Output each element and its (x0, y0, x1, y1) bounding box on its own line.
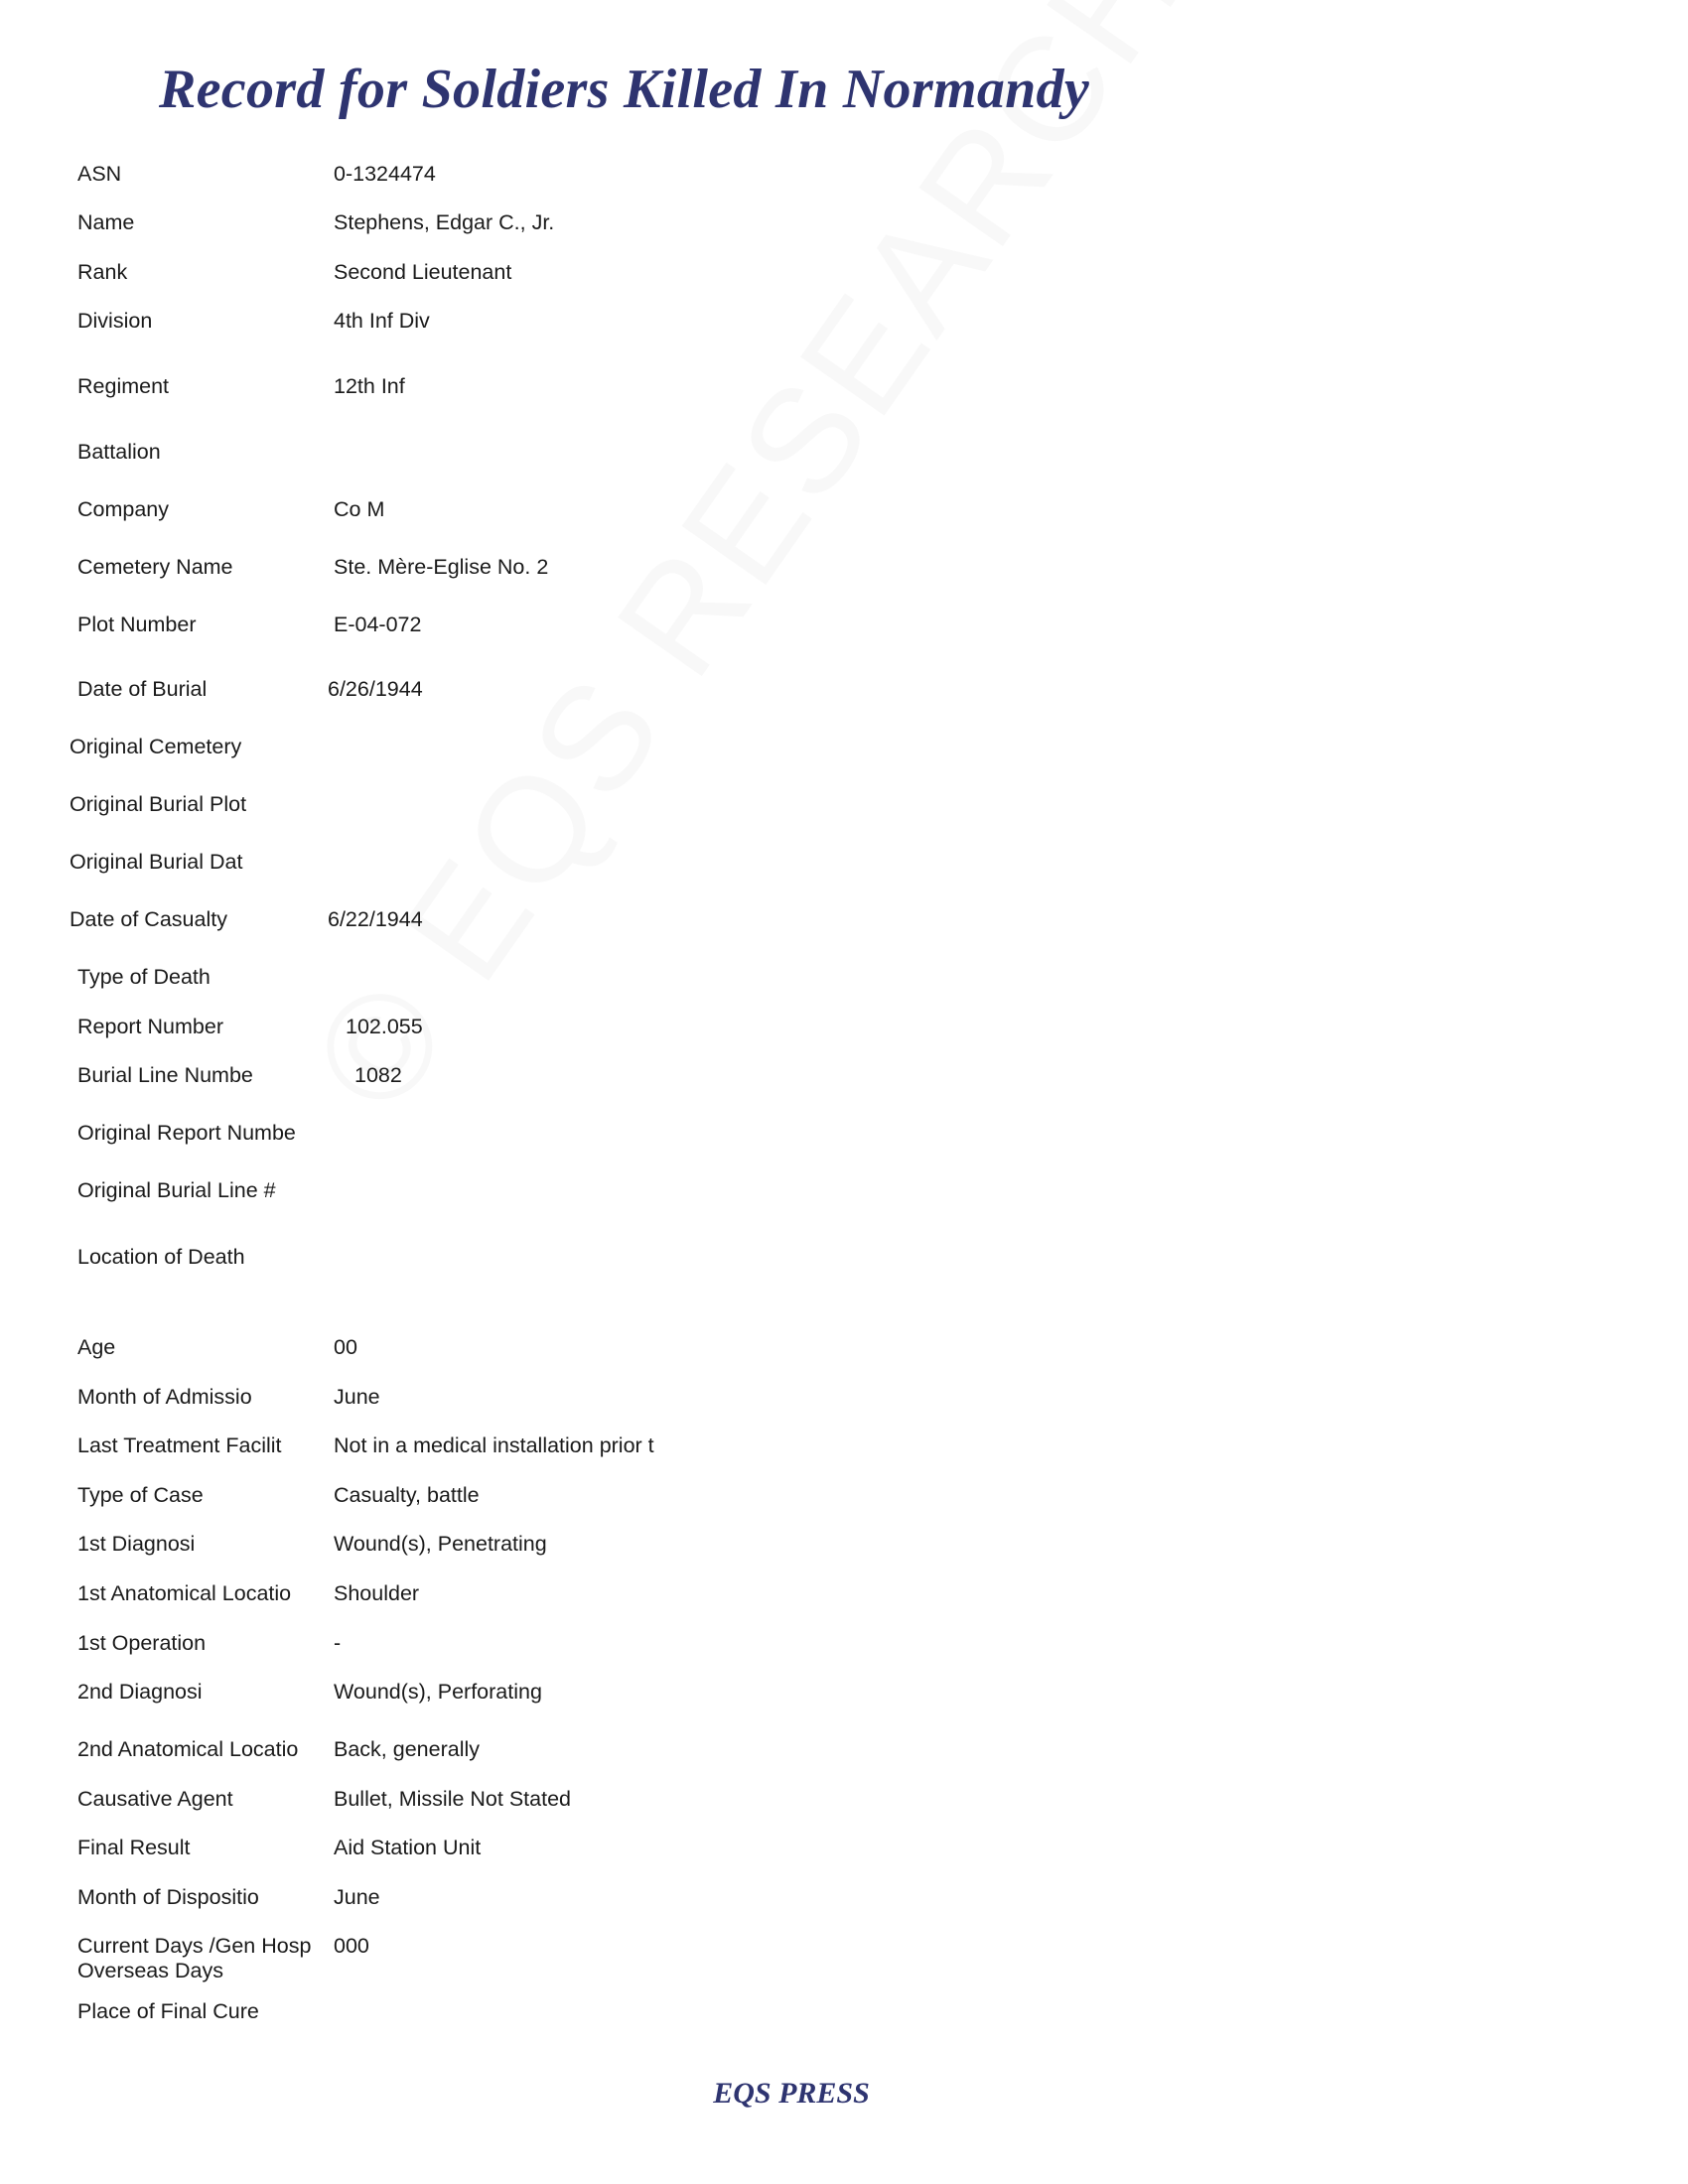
field-label: Month of Admissio (77, 1385, 252, 1409)
field-value: 1082 (354, 1063, 402, 1087)
field-label: Name (77, 210, 135, 234)
field-label: Type of Death (77, 965, 211, 989)
field-label: Current Days /Gen Hosp (77, 1934, 312, 1958)
field-label: Plot Number (77, 613, 197, 636)
field-label: Date of Casualty (70, 907, 227, 931)
field-value: Not in a medical installation prior t (334, 1433, 654, 1457)
field-value: 12th Inf (334, 374, 405, 398)
field-value: Co M (334, 497, 385, 521)
field-value: 102.055 (346, 1015, 423, 1038)
page-title: Record for Soldiers Killed In Normandy (159, 59, 1090, 120)
field-label: Battalion (77, 440, 161, 464)
field-label: 1st Operation (77, 1631, 207, 1655)
field-value: Bullet, Missile Not Stated (334, 1787, 571, 1811)
field-label: 2nd Anatomical Locatio (77, 1737, 299, 1761)
field-label: Rank (77, 260, 128, 284)
field-value: June (334, 1385, 380, 1409)
field-label: 1st Anatomical Locatio (77, 1581, 292, 1605)
field-value: Shoulder (334, 1581, 420, 1605)
field-value: - (334, 1631, 342, 1655)
field-label: Overseas Days (77, 1959, 223, 1982)
field-label: 1st Diagnosi (77, 1532, 196, 1556)
field-value: Second Lieutenant (334, 260, 512, 284)
field-label: Original Burial Line # (77, 1178, 276, 1202)
field-label: Burial Line Numbe (77, 1063, 253, 1087)
field-label: Regiment (77, 374, 170, 398)
field-value: Aid Station Unit (334, 1836, 482, 1859)
field-value: Stephens, Edgar C., Jr. (334, 210, 555, 234)
field-value: 000 (334, 1934, 369, 1958)
field-label: Division (77, 309, 153, 333)
field-value: 6/22/1944 (328, 907, 423, 931)
field-label: Type of Case (77, 1483, 204, 1507)
field-value: 0-1324474 (334, 162, 436, 186)
field-label: Original Report Numbe (77, 1121, 296, 1145)
field-label: Original Burial Dat (70, 850, 243, 874)
field-value: Casualty, battle (334, 1483, 480, 1507)
field-label: Report Number (77, 1015, 223, 1038)
field-label: Last Treatment Facilit (77, 1433, 282, 1457)
footer-publisher: EQS PRESS (713, 2077, 870, 2110)
field-label: Causative Agent (77, 1787, 233, 1811)
field-label: Original Cemetery (70, 735, 242, 758)
field-label: Final Result (77, 1836, 191, 1859)
field-label: Location of Death (77, 1245, 245, 1269)
field-value: 6/26/1944 (328, 677, 423, 701)
field-label: Date of Burial (77, 677, 208, 701)
field-label: Place of Final Cure (77, 1999, 259, 2023)
field-label: Cemetery Name (77, 555, 233, 579)
field-label: Month of Dispositio (77, 1885, 259, 1909)
field-value: E-04-072 (334, 613, 422, 636)
field-value: Back, generally (334, 1737, 480, 1761)
field-label: Company (77, 497, 170, 521)
field-label: Age (77, 1335, 116, 1359)
field-value: June (334, 1885, 380, 1909)
field-value: Wound(s), Penetrating (334, 1532, 547, 1556)
field-value: Wound(s), Perforating (334, 1680, 542, 1704)
field-value: Ste. Mère-Eglise No. 2 (334, 555, 549, 579)
field-value: 4th Inf Div (334, 309, 430, 333)
field-label: Original Burial Plot (70, 792, 247, 816)
field-label: 2nd Diagnosi (77, 1680, 203, 1704)
field-value: 00 (334, 1335, 357, 1359)
field-label: ASN (77, 162, 122, 186)
